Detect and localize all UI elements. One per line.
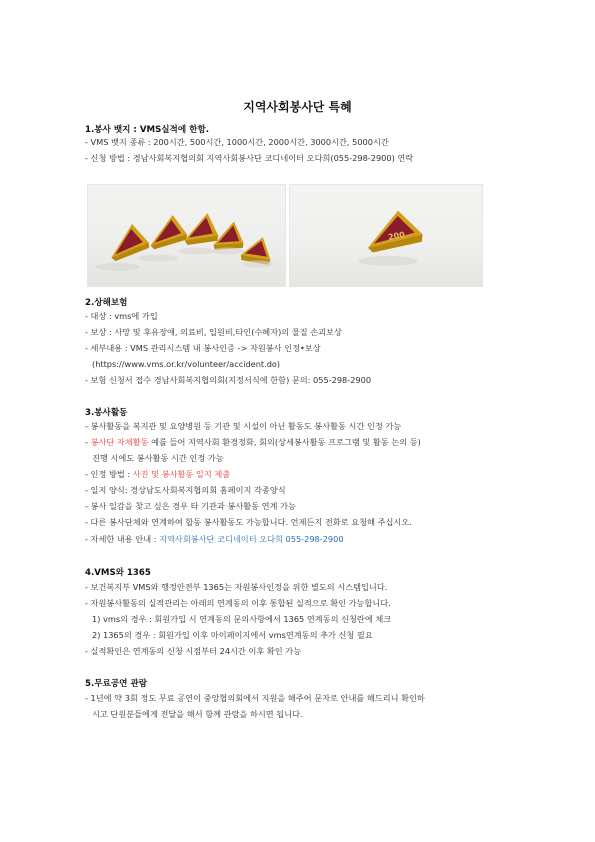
section-heading-badge: 1.봉사 뱃지 : VMS실적에 한함. (85, 125, 210, 135)
insurance-url-line: (https://www.vms.or.kr/volunteer/accident.do) (92, 359, 281, 369)
insurance-apply-line: - 보험 신청서 접수 경남사회복지협의회(지정서식에 한함) 문의: 055-298-2900 (85, 375, 372, 385)
badge-number-text: 200 (387, 230, 406, 242)
insurance-detail-line: - 세부내용 : VMS 관리시스템 내 봉사인증 -> 자원봉사 인정•보상 (85, 343, 321, 353)
badge-apply-line: - 신청 방법 : 경남사회복지협의회 지역사회봉사단 코디네이터 오다희(055-298-2900) 연락 (85, 153, 414, 163)
single-badge-photo (289, 184, 483, 287)
single-badge-illustration (290, 185, 482, 286)
activity-line-1: - 봉사활동을 복지관 및 요양병원 등 기관 및 시설이 아닌 활동도 봉사활동 시간 인정 가능 (85, 421, 402, 431)
section-heading-performance: 5.무료공연 관람 (85, 679, 148, 689)
activity-line-2-rest: 예를 들어 지역사회 환경정화, 회의(상세봉사활동 프로그램 및 활동 논의 등) (148, 437, 421, 447)
performance-line-2: 시고 단원분들에게 전달을 해서 함께 관람을 하시면 됩니다. (92, 709, 303, 719)
badge-types-line: - VMS 뱃지 종류 : 200시간, 500시간, 1000시간, 2000시간, 3000시간, 5000시간 (85, 137, 389, 147)
vms-line-4: 2) 1365의 경우 : 회원가입 이후 마이페이지에서 vms연계동의 추가 신청 필요 (92, 630, 373, 640)
activity-line-8-prefix: - 자세한 내용 안내 : (85, 534, 160, 544)
vms-line-2: - 자원봉사활동의 실적관리는 아래의 연계동의 이후 통합된 실적으로 확인 가능합니다. (85, 598, 391, 608)
insurance-target-line: - 대상 : vms에 가입 (85, 311, 158, 321)
activity-line-4 (85, 469, 230, 479)
activity-line-7: - 다른 봉사단체와 연계하여 합동 봉사활동도 가능합니다. 언제든지 전화로 요청해 주십시오. (85, 517, 412, 527)
submission-method-highlight: 사진 및 봉사활동 일지 제출 (132, 469, 231, 479)
insurance-coverage-line: - 보상 : 사망 및 후유장애, 의료비, 입원비,타인(수혜자)의 물질 손괴보상 (85, 327, 342, 337)
vms-line-1: - 보건복지부 VMS와 행정안전부 1365는 자원봉사인정을 위한 별도의 시스템입니다. (85, 582, 388, 592)
page-title: 지역사회봉사단 특혜 (243, 100, 352, 114)
activity-line-3: 진행 시에도 봉사활동 시간 인정 가능 (92, 453, 224, 463)
activity-line-8 (85, 534, 344, 544)
section-heading-activity: 3.봉사활동 (85, 408, 128, 418)
self-activity-highlight: 봉사단 자체활동 (90, 437, 149, 447)
badges-group-illustration (88, 185, 285, 286)
vms-line-5: - 실적확인은 연계동의 신청 시점부터 24시간 이후 확인 가능 (85, 646, 302, 656)
badges-group-photo (87, 184, 286, 287)
activity-line-5: - 일지 양식: 경상남도사회복지협의회 홈페이지 각종양식 (85, 485, 286, 495)
activity-line-2-prefix: - (85, 437, 91, 447)
performance-line-1: - 1년에 약 3회 정도 무료 공연이 중앙협의회에서 지원을 해주어 문자로 안내를 해드리니 확인하 (85, 693, 425, 703)
section-heading-insurance: 2.상해보험 (85, 298, 128, 308)
vms-line-3: 1) vms의 경우 : 회원가입 시 연계동의 문의사항에서 1365 연계동의 신청란에 체크 (92, 614, 392, 624)
activity-line-4-prefix: - 인정 방법 : (85, 469, 133, 479)
activity-line-2 (85, 437, 421, 447)
coordinator-contact-highlight: 지역사회봉사단 코디네이터 오다희 055-298-2900 (159, 534, 344, 544)
section-heading-vms: 4.VMS와 1365 (85, 568, 151, 578)
activity-line-6: - 봉사 일감을 찾고 싶은 경우 타 기관과 봉사활동 연계 가능 (85, 501, 296, 511)
